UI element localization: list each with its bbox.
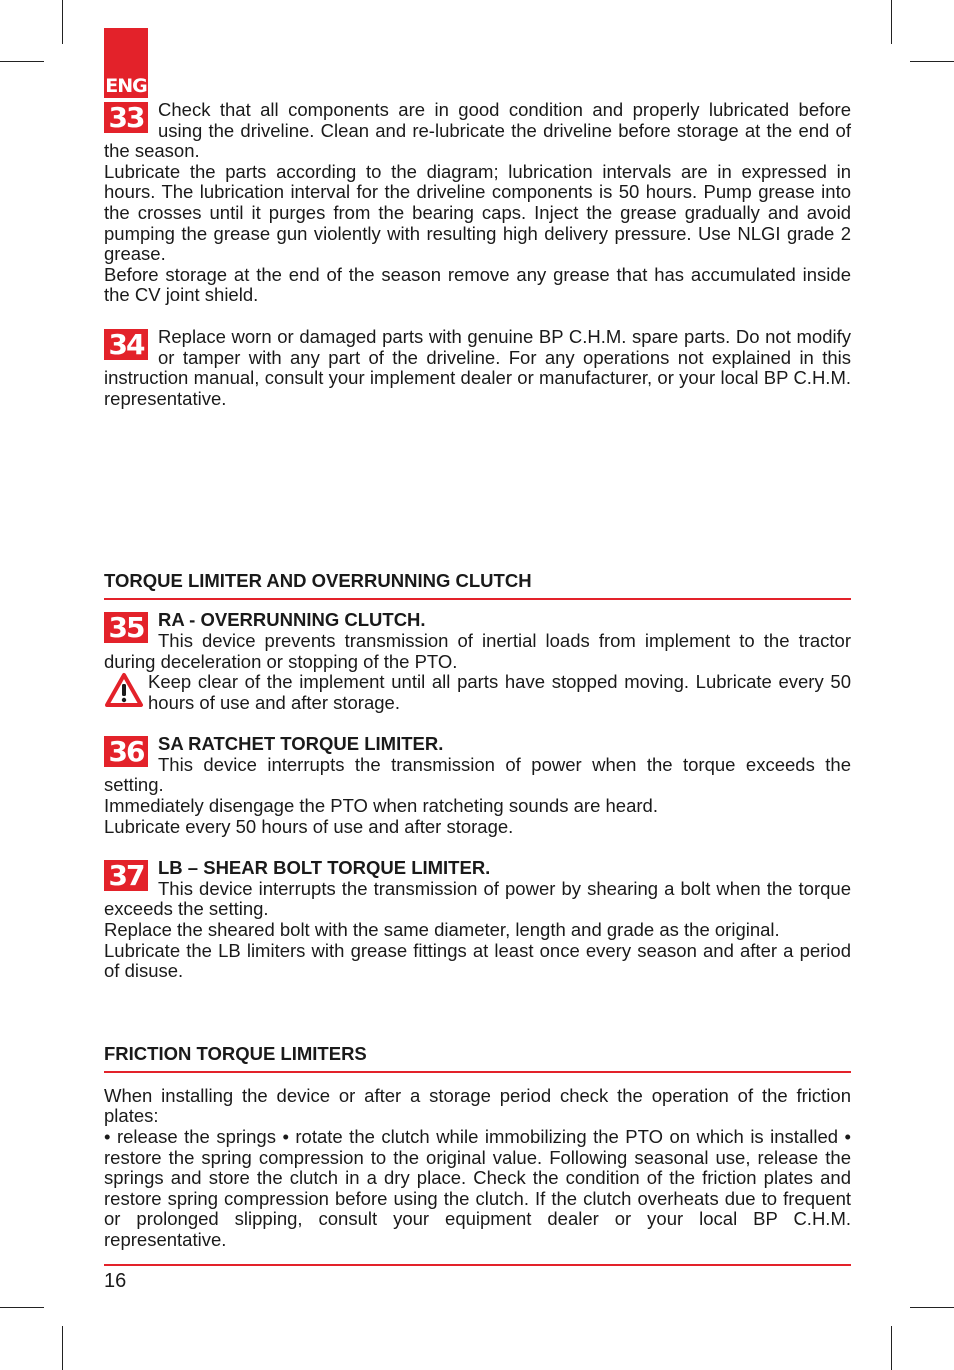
page-number: 16 xyxy=(104,1270,127,1292)
warning-note xyxy=(104,672,851,713)
step-number-35: 35 xyxy=(104,612,148,643)
paragraph: Replace the sheared bolt with the same diameter, length and grade as the original. xyxy=(104,919,780,941)
section-34 xyxy=(104,327,851,409)
crop-mark xyxy=(0,61,44,62)
paragraph: This device interrupts the transmission of power by shearing a bolt when the torque exceeds the setting. xyxy=(104,877,851,920)
section-36 xyxy=(104,734,851,837)
section-33 xyxy=(104,100,851,306)
crop-mark xyxy=(62,0,63,44)
paragraph: Check that all components are in good condition and properly lubricated before using the driveline. Clean and re-lubricate the driveline before storage at the end of the season. xyxy=(104,99,851,162)
step-number-36: 36 xyxy=(104,736,148,767)
footer-rule xyxy=(104,1264,851,1266)
paragraph: Before storage at the end of the season remove any grease that has accumulated inside the CV joint shield. xyxy=(104,263,851,306)
crop-mark xyxy=(0,1307,44,1308)
paragraph: Replace worn or damaged parts with genuine BP C.H.M. spare parts. Do not modify or tamper with any part of the driveline. For any operations not explained in this instruction manual, consult your implement dealer or manufacturer, or your local BP C.H.M. representative. xyxy=(104,325,851,409)
crop-mark xyxy=(910,1307,954,1308)
friction-section-body xyxy=(104,1086,851,1251)
subsection-title: RA - OVERRUNNING CLUTCH. xyxy=(158,609,426,631)
crop-mark xyxy=(910,61,954,62)
warning-triangle-icon xyxy=(104,672,144,708)
step-number-33: 33 xyxy=(104,102,148,133)
warning-text: Keep clear of the implement until all parts have stopped moving. Lubricate every 50 hours of use and after storage. xyxy=(148,671,851,713)
paragraph: Lubricate every 50 hours of use and after storage. xyxy=(104,815,514,837)
paragraph: • release the springs • rotate the clutch while immobilizing the PTO on which is installed • restore the spring compression to the original value. Following seasonal use, release the springs and store the clutch in a dry place. Check the condition of the friction plates and restore spring compression before using the clutch. If the clutch overheats due to frequent or prolonged slipping, consult your equipment dealer or your local BP C.H.M. representative. xyxy=(104,1126,851,1250)
paragraph: This device interrupts the transmission of power when the torque exceeds the setting. xyxy=(104,753,851,796)
section-37 xyxy=(104,858,851,982)
section-title-friction-limiters: FRICTION TORQUE LIMITERS xyxy=(104,1044,851,1073)
language-tab: ENG xyxy=(104,28,148,98)
paragraph: Lubricate the parts according to the diagram; lubrication intervals are in expressed in hours. The lubrication interval for the driveline components is 50 hours. Pump grease into the crosses until it purges from the bearing caps. Inject the grease gradually and avoid pumping the grease gun violently with resulting high delivery pressure. Use NLGI grade 2 grease. xyxy=(104,160,851,265)
crop-mark xyxy=(891,1326,892,1370)
section-35 xyxy=(104,610,851,713)
section-title-torque-limiter: TORQUE LIMITER AND OVERRUNNING CLUTCH xyxy=(104,571,851,600)
crop-mark xyxy=(62,1326,63,1370)
subsection-title: LB – SHEAR BOLT TORQUE LIMITER. xyxy=(158,857,491,879)
paragraph: When installing the device or after a storage period check the operation of the friction plates: xyxy=(104,1084,851,1127)
paragraph: Lubricate the LB limiters with grease fittings at least once every season and after a period of disuse. xyxy=(104,939,851,982)
step-number-37: 37 xyxy=(104,860,148,891)
step-number-34: 34 xyxy=(104,329,148,360)
paragraph: Immediately disengage the PTO when ratcheting sounds are heard. xyxy=(104,795,658,817)
subsection-title: SA RATCHET TORQUE LIMITER. xyxy=(158,733,444,755)
paragraph: This device prevents transmission of inertial loads from implement to the tractor during deceleration or stopping of the PTO. xyxy=(104,629,851,672)
crop-mark xyxy=(891,0,892,44)
page-content xyxy=(104,100,851,1251)
